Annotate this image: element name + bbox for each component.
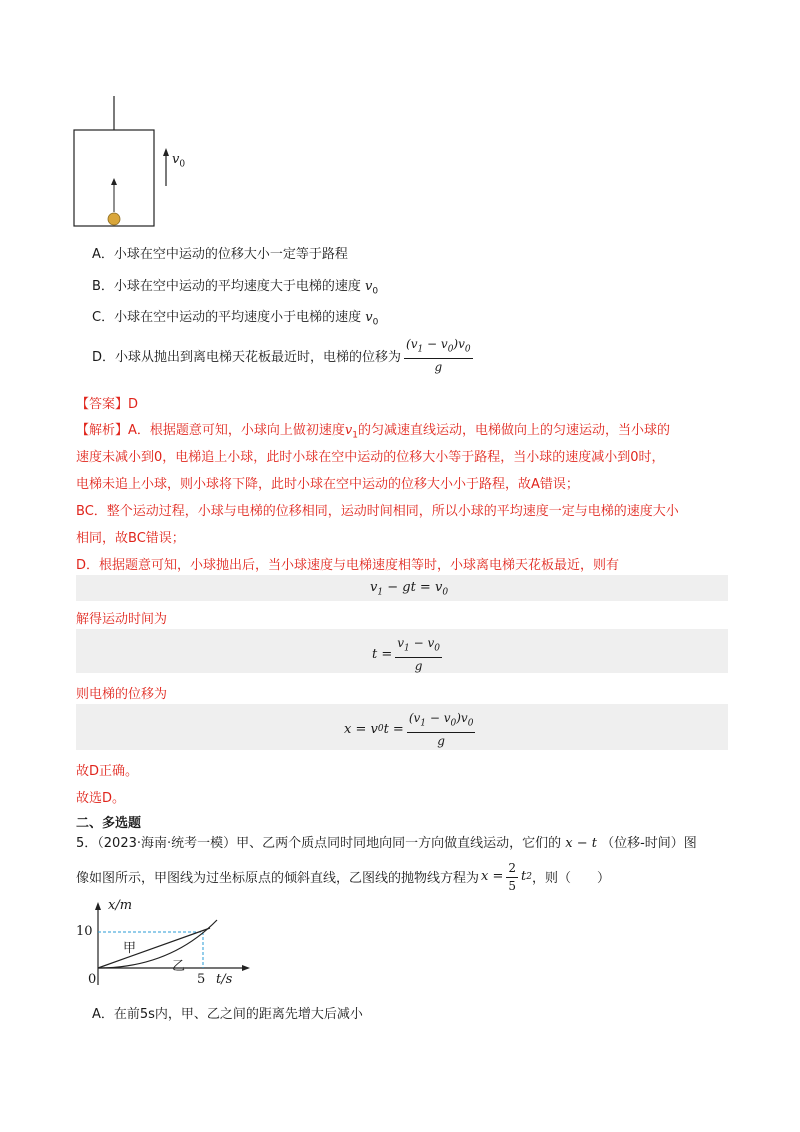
- option-c: C．小球在空中运动的平均速度小于电梯的速度 $v_0$: [92, 310, 379, 328]
- answer: 【答案】D: [76, 397, 139, 412]
- option-a: A．小球在空中运动的位移大小一定等于路程: [92, 247, 348, 262]
- solve-time-text: 解得运动时间为: [76, 612, 168, 627]
- analysis-line-4: BC．整个运动过程，小球与电梯的位移相同，运动时间相同，所以小球的平均速度一定与电梯的速度大小: [76, 504, 679, 519]
- graph-y-tick: 10: [76, 924, 93, 939]
- option-b: B．小球在空中运动的平均速度大于电梯的速度 $v_0$: [92, 279, 379, 297]
- q5-option-a: A．在前5s内，甲、乙之间的距离先增大后减小: [92, 1007, 363, 1022]
- correct-text: 故D正确。: [76, 764, 139, 779]
- analysis-line-1: 【解析】A．根据题意可知，小球向上做初速度$v_1$的匀减速直线运动，电梯做向上的匀速运动，当小球的: [76, 423, 671, 441]
- graph-x-tick: 5: [197, 972, 206, 987]
- equation-box-3: x = v 0 t = $\frac{(v_1 - v_0)v_0}{g}$: [76, 704, 728, 750]
- xt-graph: [70, 895, 270, 995]
- option-d-fraction: $\frac{(v_1 - v_0)v_0}{g}$: [406, 337, 471, 375]
- graph-label-jia: 甲: [123, 941, 137, 956]
- option-d: D．小球从抛出到离电梯天花板最近时，电梯的位移为 $\frac{(v_1 - v_0)v_0}{g}$: [92, 337, 471, 375]
- analysis-line-5: 相同，故BC错误；: [76, 531, 185, 546]
- displacement-text: 则电梯的位移为: [76, 687, 168, 702]
- curve-yi: [98, 920, 217, 968]
- analysis-line-3: 电梯未追上小球，则小球将下降，此时小球在空中运动的位移大小小于路程，故A错误；: [76, 477, 579, 492]
- graph-origin: 0: [88, 972, 97, 987]
- line-jia: [98, 928, 210, 968]
- equation-box-2: t = $\frac{v_1 - v_0}{g}$: [76, 629, 728, 673]
- velocity-label: $v_0$: [172, 152, 186, 170]
- section-heading: 二、多选题: [76, 816, 142, 831]
- graph-x-label: t/s: [216, 972, 233, 987]
- choose-text: 故选D。: [76, 791, 126, 806]
- graph-label-yi: 乙: [172, 959, 186, 974]
- equation-box-1: $v_1$ − gt = $v_0$: [76, 575, 728, 601]
- analysis-line-6: D．根据题意可知，小球抛出后，当小球速度与电梯速度相等时，小球离电梯天花板最近，则有: [76, 558, 620, 573]
- analysis-line-2: 速度未减小到0，电梯追上小球，此时小球在空中运动的位移大小等于路程，当小球的速度减小到0时，: [76, 450, 665, 465]
- q5-line-2: 像如图所示，甲图线为过坐标原点的倾斜直线，乙图线的抛物线方程为 x = $\frac{2}{5}$ t 2 ，则（ ）: [76, 861, 610, 893]
- q5-line-1: 5．（2023·海南·统考一模）甲、乙两个质点同时同地向同一方向做直线运动，它们的 x − t （位移-时间）图: [76, 836, 697, 851]
- graph-y-label: x/m: [108, 898, 133, 913]
